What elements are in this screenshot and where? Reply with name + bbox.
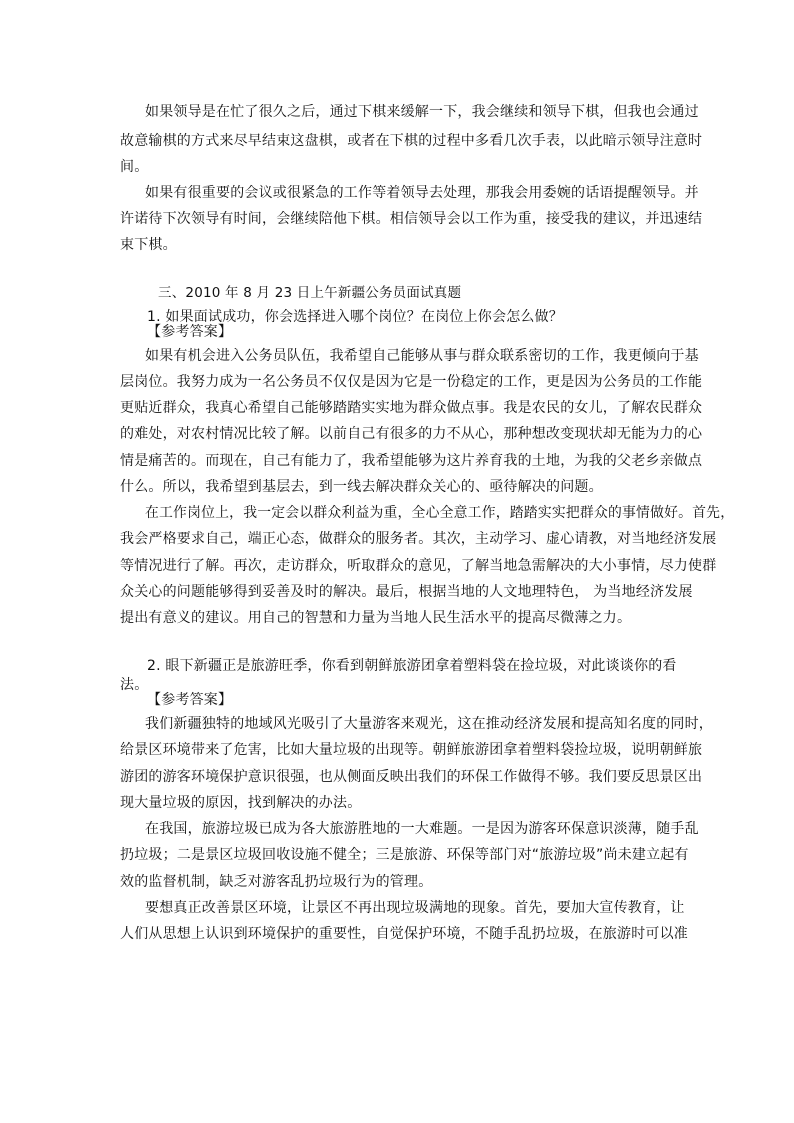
paragraph-line: 众关心的问题能够得到妥善及时的解决。最后，根据当地的人文地理特色， 为当地经济发展 (120, 584, 693, 600)
paragraph-line: 的难处，对农村情况比较了解。以前自己有很多的力不从心，那种想改变现状却无能为力的心 (120, 426, 703, 442)
paragraph-line: 效的监督机制，缺乏对游客乱扔垃圾行为的管理。 (120, 874, 433, 890)
paragraph-line: 提出有意义的建议。用自己的智慧和力量为当地人民生活水平的提高尽微薄之力。 (120, 610, 632, 626)
paragraph-line: 人们从思想上认识到环境保护的重要性，自觉保护环境，不随手乱扔垃圾，在旅游时可以准 (120, 926, 688, 942)
paragraph-line: 等情况进行了解。再次，走访群众，听取群众的意见，了解当地急需解决的大小事情，尽力使群 (120, 558, 717, 574)
paragraph-line: 我们新疆独特的地域风光吸引了大量游客来观光，这在推动经济发展和提高知名度的同时， (145, 716, 713, 732)
paragraph-line: 我会严格要求自己，端正心态，做群众的服务者。其次，主动学习、虚心请教，对当地经济发展 (120, 531, 717, 547)
question-2-continued: 法。 (120, 677, 149, 693)
paragraph-line: 扔垃圾；二是景区垃圾回收设施不健全；三是旅游、环保等部门对“旅游垃圾”尚未建立起有 (120, 847, 689, 863)
paragraph-line: 如果有机会进入公务员队伍，我希望自己能够从事与群众联系密切的工作，我更倾向于基 (145, 348, 699, 364)
paragraph-line: 情是痛苦的。而现在，自己有能力了，我希望能够为这片养育我的土地，为我的父老乡亲做点 (120, 453, 703, 469)
question-1: 1. 如果面试成功，你会选择进入哪个岗位？在岗位上你会怎么做？ (147, 309, 564, 325)
answer-label-1: 【参考答案】 (147, 324, 233, 340)
question-2: 2. 眼下新疆正是旅游旺季，你看到朝鲜旅游团拿着塑料袋在捡垃圾，对此谈谈你的看 (147, 658, 677, 674)
paragraph-line: 如果领导是在忙了很久之后，通过下棋来缓解一下，我会继续和领导下棋，但我也会通过 (145, 104, 699, 120)
paragraph-line: 故意输棋的方式来尽早结束这盘棋，或者在下棋的过程中多看几次手表，以此暗示领导注意时 (120, 133, 703, 149)
paragraph-line: 如果有很重要的会议或很紧急的工作等着领导去处理，那我会用委婉的话语提醒领导。并 (145, 185, 699, 201)
paragraph-line: 现大量垃圾的原因，找到解决的办法。 (120, 795, 362, 811)
paragraph-line: 要想真正改善景区环境，让景区不再出现垃圾满地的现象。首先，要加大宣传教育，让 (145, 900, 685, 916)
paragraph-line: 更贴近群众，我真心希望自己能够踏踏实实地为群众做点事。我是农民的女儿，了解农民群众 (120, 400, 703, 416)
section-heading: 三、2010 年 8 月 23 日上午新疆公务员面试真题 (158, 285, 462, 301)
paragraph-line: 许诺待下次领导有时间，会继续陪他下棋。相信领导会以工作为重，接受我的建议，并迅速结 (120, 211, 703, 227)
paragraph-line: 给景区环境带来了危害，比如大量垃圾的出现等。朝鲜旅游团拿着塑料袋捡垃圾，说明朝鲜旅 (120, 742, 703, 758)
paragraph-line: 在我国，旅游垃圾已成为各大旅游胜地的一大难题。一是因为游客环保意识淡薄，随手乱 (145, 821, 699, 837)
paragraph-line: 在工作岗位上，我一定会以群众利益为重，全心全意工作，踏踏实实把群众的事情做好。首先， (145, 505, 735, 521)
paragraph-line: 束下棋。 (120, 237, 177, 253)
paragraph-line: 游团的游客环境保护意识很强，也从侧面反映出我们的环保工作做得不够。我们要反思景区出 (120, 769, 703, 785)
answer-label-2: 【参考答案】 (147, 692, 233, 708)
paragraph-line: 层岗位。我努力成为一名公务员不仅仅是因为它是一份稳定的工作，更是因为公务员的工作能 (120, 374, 703, 390)
paragraph-line: 间。 (120, 159, 149, 175)
paragraph-line: 什么。所以，我希望到基层去，到一线去解决群众关心的、亟待解决的问题。 (120, 479, 603, 495)
